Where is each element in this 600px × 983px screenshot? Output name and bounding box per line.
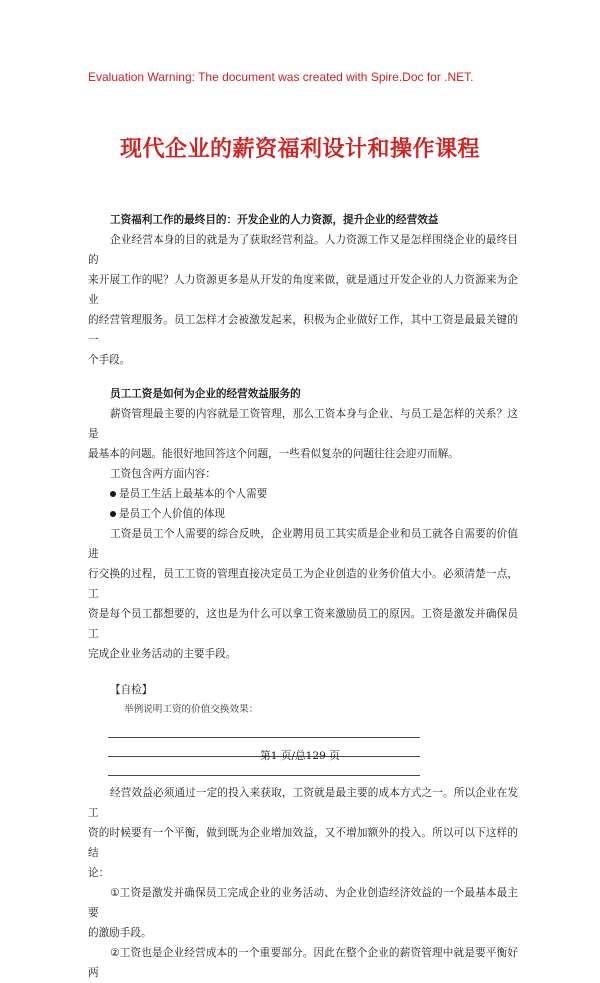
paragraph-line: 个手段。 xyxy=(88,354,131,366)
numbered-item-line: ①工资是激发并确保员工完成企业的业务活动、为企业创造经济效益的一个最基本最主要 xyxy=(88,887,518,919)
section-heading: 员工工资是如何为企业的经营效益服务的 xyxy=(110,388,301,400)
paragraph-line: 来开展工作的呢？人力资源更多是从开发的角度来做，就是通过开发企业的人力资源来为企业 xyxy=(88,274,518,306)
paragraph-line: 经营效益必须通过一定的投入来获取，工资就是最主要的成本方式之一。所以企业在发工 xyxy=(88,787,518,819)
list-item-text: 是员工生活上最基本的个人需要 xyxy=(119,488,268,500)
document-body xyxy=(88,210,518,983)
paragraph-line: 最基本的问题。能很好地回答这个问题，一些看似复杂的问题往往会迎刃而解。 xyxy=(88,448,459,460)
answer-blank-line[interactable] xyxy=(108,720,420,738)
section-heading: 工资福利工作的最终目的：开发企业的人力资源，提升企业的经营效益 xyxy=(110,214,439,226)
paragraph-line: 资是每个员工都想要的，这也是为什么可以拿工资来激励员工的原因。工资是激发并确保员工 xyxy=(88,608,518,640)
evaluation-warning: Evaluation Warning: The document was created with Spire.Doc for .NET. xyxy=(88,70,474,84)
paragraph-line: 薪资管理最主要的内容就是工资管理，那么工资本身与企业、与员工是怎样的关系？这是 xyxy=(88,408,518,440)
paragraph-line: 的经营管理服务。员工怎样才会被激发起来，积极为企业做好工作，其中工资是最最关键的一 xyxy=(88,314,518,346)
paragraph-line: 完成企业业务活动的主要手段。 xyxy=(88,648,237,660)
paragraph-line: 工资包含两方面内容： xyxy=(110,468,216,480)
bullet-icon xyxy=(110,491,116,497)
selfcheck-label: 【自检】 xyxy=(110,684,153,696)
paragraph-line: 企业经营本身的目的就是为了获取经营利益。人力资源工作又是怎样围绕企业的最终目的 xyxy=(88,234,518,266)
list-item xyxy=(110,504,518,524)
paragraph-line: 工资是员工个人需要的综合反映，企业聘用员工其实质是企业和员工就各自需要的价值进 xyxy=(88,528,518,560)
paragraph-line: 论： xyxy=(88,867,110,879)
paragraph-line: 资的时候要有一个平衡，做到既为企业增加效益，又不增加额外的投入。所以可以下这样的结 xyxy=(88,827,518,859)
numbered-item-line: 的激励手段。 xyxy=(88,927,152,939)
list-item xyxy=(110,484,518,504)
document-title: 现代企业的薪资福利设计和操作课程 xyxy=(119,137,480,162)
list-item-text: 是员工个人价值的体现 xyxy=(119,508,225,520)
paragraph-line: 行交换的过程，员工工资的管理直接决定员工为企业创造的业务价值大小。必须清楚一点，工 xyxy=(88,568,518,600)
selfcheck-question: 举例说明工资的价值交换效果： xyxy=(124,704,259,715)
numbered-item-line: ②工资也是企业经营成本的一个重要部分。因此在整个企业的薪资管理中就是要平衡好两 xyxy=(88,947,518,979)
bullet-icon xyxy=(110,511,116,517)
page-number-footer: 第1 页/总129 页 xyxy=(260,750,340,762)
